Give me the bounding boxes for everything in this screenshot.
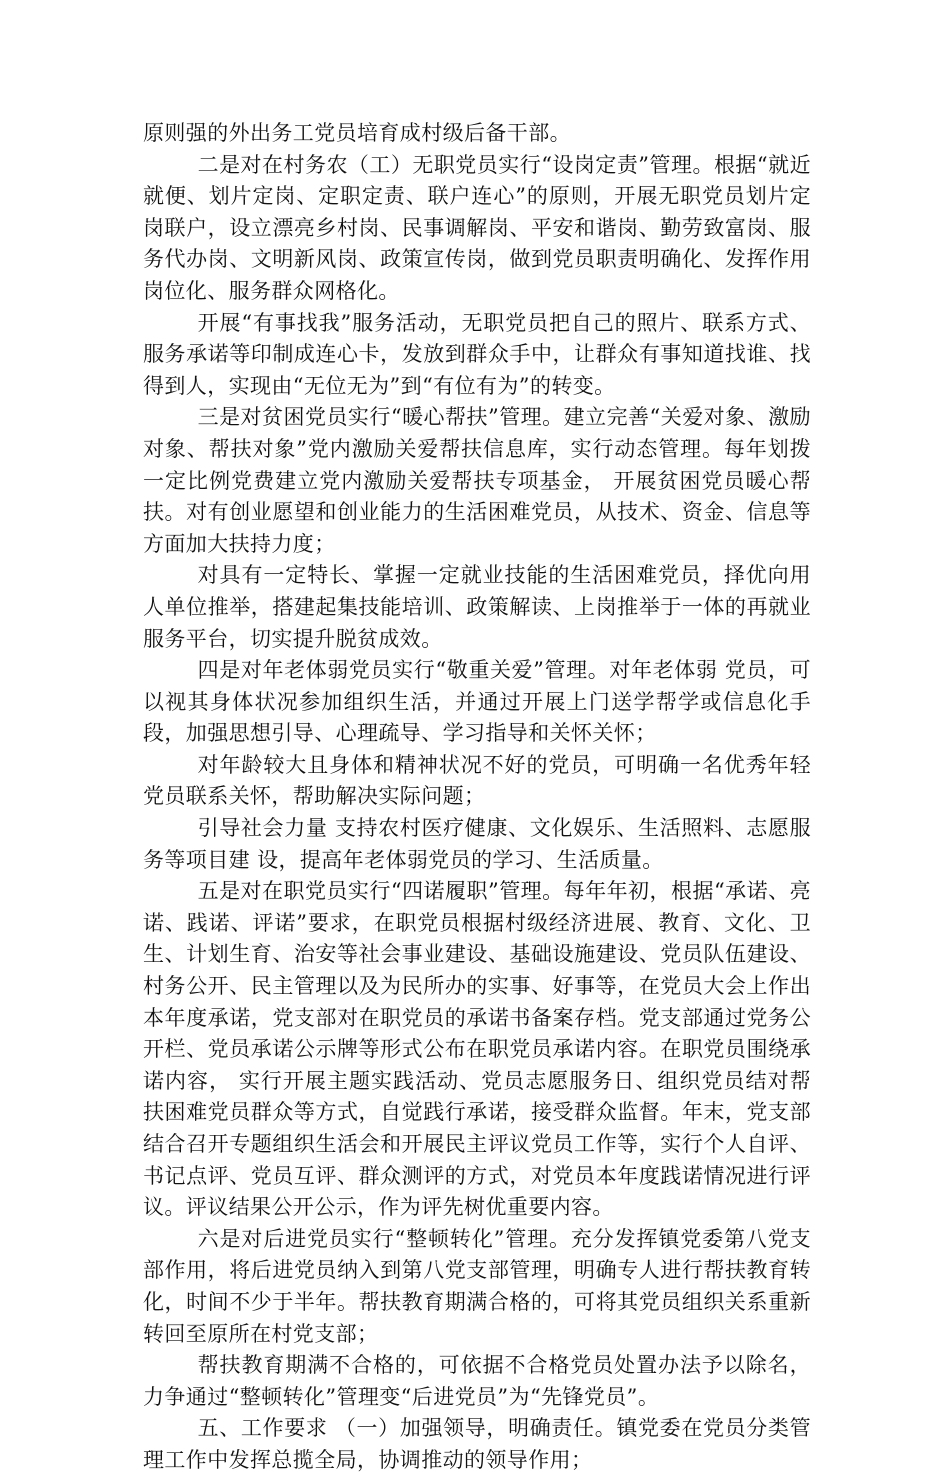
paragraph: 三是对贫困党员实行“暖心帮扶”管理。建立完善“关爱对象、激励对象、帮扶对象”党内激励关爱帮扶信息库，实行动态管理。每年划拨一定比例党费建立党内激励关爱帮扶专项基金， 开展贫困党员暖心帮扶。对有创业愿望和创业能力的生活困难党员，从技术、资金、信息等方面加大扶持力度； — [143, 405, 811, 556]
paragraph: 引导社会力量 支持农村医疗健康、文化娱乐、生活照料、志愿服务等项目建 设，提高年老体弱党员的学习、生活质量。 — [143, 816, 811, 872]
paragraph: 二是对在村务农（工）无职党员实行“设岗定责”管理。根据“就近就便、划片定岗、定职定责、联户连心”的原则，开展无职党员划片定岗联户，设立漂亮乡村岗、民事调解岗、平安和谐岗、勤劳致富岗、服务代办岗、文明新风岗、政策宣传岗，做到党员职责明确化、发挥作用岗位化、服务群众网格化。 — [143, 152, 811, 303]
paragraph: 对年龄较大且身体和精神状况不好的党员，可明确一名优秀年轻党员联系关怀，帮助解决实际问题； — [143, 752, 811, 809]
paragraph: 帮扶教育期满不合格的，可依据不合格党员处置办法予以除名，力争通过“整顿转化”管理变“后进党员”为“先锋党员”。 — [143, 1353, 811, 1409]
paragraph: 原则强的外出务工党员培育成村级后备干部。 — [143, 121, 571, 145]
document-body — [143, 118, 811, 1477]
paragraph: 五、工作要求 （一）加强领导，明确责任。镇党委在党员分类管理工作中发挥总揽全局，协调推动的领导作用； — [143, 1416, 811, 1472]
paragraph: 四是对年老体弱党员实行“敬重关爱”管理。对年老体弱 党员，可以视其身体状况参加组织生活，并通过开展上门送学帮学或信息化手段，加强思想引导、心理疏导、学习指导和关怀关怀； — [143, 658, 811, 746]
paragraph: 六是对后进党员实行“整顿转化”管理。充分发挥镇党委第八党支部作用，将后进党员纳入到第八党支部管理，明确专人进行帮扶教育转化，时间不少于半年。帮扶教育期满合格的，可将其党员组织关系重新转回至原所在村党支部； — [143, 1226, 811, 1346]
paragraph: 五是对在职党员实行“四诺履职”管理。每年年初，根据“承诺、亮诺、践诺、评诺”要求，在职党员根据村级经济进展、教育、文化、卫生、计划生育、治安等社会事业建设、基础设施建设、党员队伍建设、村务公开、民主管理以及为民所办的实事、好事等，在党员大会上作出本年度承诺，党支部对在职党员的承诺书备案存档。党支部通过党务公开栏、党员承诺公示牌等形式公布在职党员承诺内容。在职党员围绕承诺内容， 实行开展主题实践活动、党员志愿服务日、组织党员结对帮扶困难党员群众等方式，自觉践行承诺，接受群众监督。年末，党支部结合召开专题组织生活会和开展民主评议党员工作等，实行个人自评、书记点评、党员互评、群众测评的方式，对党员本年度践诺情况进行评议。评议结果公开公示，作为评先树优重要内容。 — [143, 879, 811, 1220]
paragraph: 对具有一定特长、掌握一定就业技能的生活困难党员，择优向用人单位推举，搭建起集技能培训、政策解读、上岗推举于一体的再就业服务平台，切实提升脱贫成效。 — [143, 563, 811, 651]
paragraph: 开展“有事找我”服务活动，无职党员把自己的照片、联系方式、服务承诺等印制成连心卡，发放到群众手中，让群众有事知道找谁、找得到人，实现由“无位无为”到“有位有为”的转变。 — [143, 310, 811, 398]
